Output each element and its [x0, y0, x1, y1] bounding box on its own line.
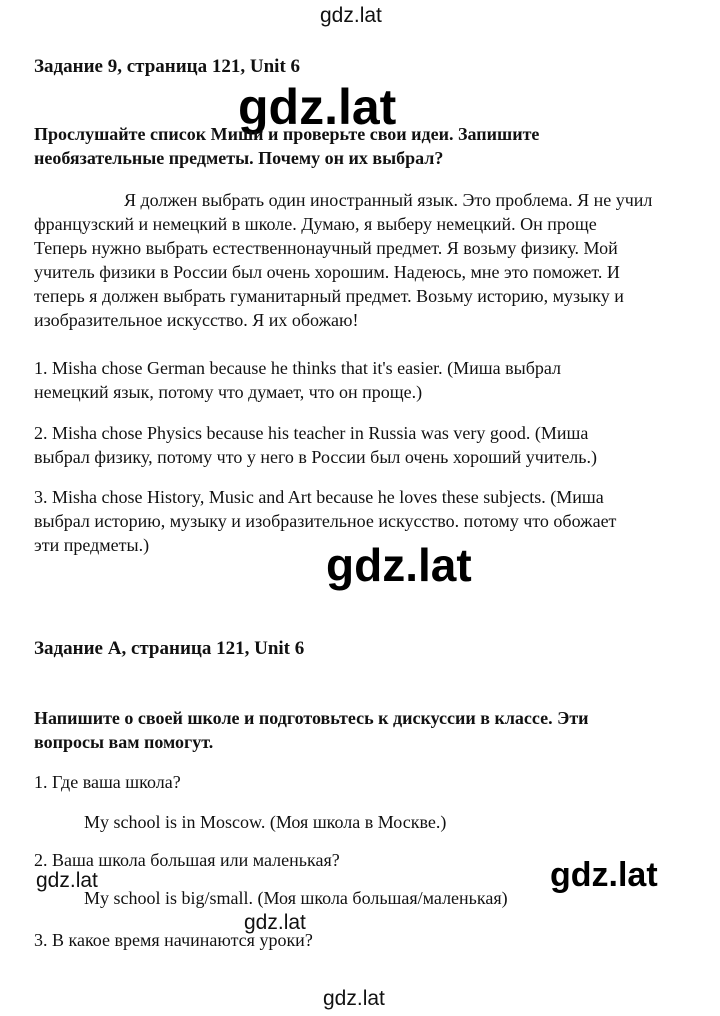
- instruction-line: Напишите о своей школе и подготовьтесь к дискуссии в классе. Эти: [34, 708, 589, 728]
- answer-1: [34, 356, 561, 404]
- watermark-right: gdz.lat: [550, 856, 658, 894]
- watermark-top: gdz.lat: [320, 4, 382, 27]
- paragraph-line: французский и немецкий в школе. Думаю, я выберу немецкий. Он проще: [34, 214, 597, 234]
- watermark-left: gdz.lat: [36, 869, 98, 892]
- answer-line: немецкий язык, потому что думает, что он проще.): [34, 382, 423, 402]
- section1-paragraph: [34, 188, 652, 332]
- paragraph-line: Я должен выбрать один иностранный язык. Это проблема. Я не учил: [124, 190, 653, 210]
- answer-3: [34, 485, 616, 557]
- answer-line: эти предметы.): [34, 535, 150, 555]
- question-3: 3. В какое время начинаются уроки?: [34, 930, 313, 950]
- answer-q1: My school is in Moscow. (Моя школа в Москве.): [84, 812, 447, 832]
- section1-title: Задание 9, страница 121, Unit 6: [34, 56, 301, 77]
- answer-line: выбрал историю, музыку и изобразительное искусство. потому что обожает: [34, 511, 617, 531]
- paragraph-line: учитель физики в России был очень хорошим. Надеюсь, мне это поможет. И: [34, 262, 620, 282]
- paragraph-line: Теперь нужно выбрать естественнонаучный предмет. Я возьму физику. Мой: [34, 238, 618, 258]
- paragraph-line: изобразительное искусство. Я их обожаю!: [34, 310, 359, 330]
- answer-line: 2. Misha chose Physics because his teacher in Russia was very good. (Миша: [34, 423, 589, 443]
- answer-line: выбрал физику, потому что у него в России был очень хороший учитель.): [34, 447, 597, 467]
- paragraph-line: теперь я должен выбрать гуманитарный предмет. Возьму историю, музыку и: [34, 286, 624, 306]
- watermark-large-middle: gdz.lat: [326, 539, 472, 591]
- section1-instruction: [34, 122, 539, 170]
- watermark-bottom: gdz.lat: [323, 987, 385, 1010]
- instruction-line: Прослушайте список Миши и проверьте свои идеи. Запишите: [34, 124, 540, 144]
- section2-title: Задание A, страница 121, Unit 6: [34, 638, 305, 659]
- question-1: 1. Где ваша школа?: [34, 772, 181, 792]
- watermark-lower: gdz.lat: [244, 911, 306, 934]
- question-2: 2. Ваша школа большая или маленькая?: [34, 850, 340, 870]
- section2-instruction: [34, 706, 589, 754]
- answer-2: [34, 421, 597, 469]
- answer-line: 3. Misha chose History, Music and Art because he loves these subjects. (Миша: [34, 487, 604, 507]
- instruction-line: необязательные предметы. Почему он их выбрал?: [34, 148, 444, 168]
- instruction-line: вопросы вам помогут.: [34, 732, 214, 752]
- answer-line: 1. Misha chose German because he thinks that it's easier. (Миша выбрал: [34, 358, 561, 378]
- answer-q2: My school is big/small. (Моя школа большая/маленькая): [84, 888, 508, 908]
- watermark-large-top: gdz.lat: [238, 79, 397, 135]
